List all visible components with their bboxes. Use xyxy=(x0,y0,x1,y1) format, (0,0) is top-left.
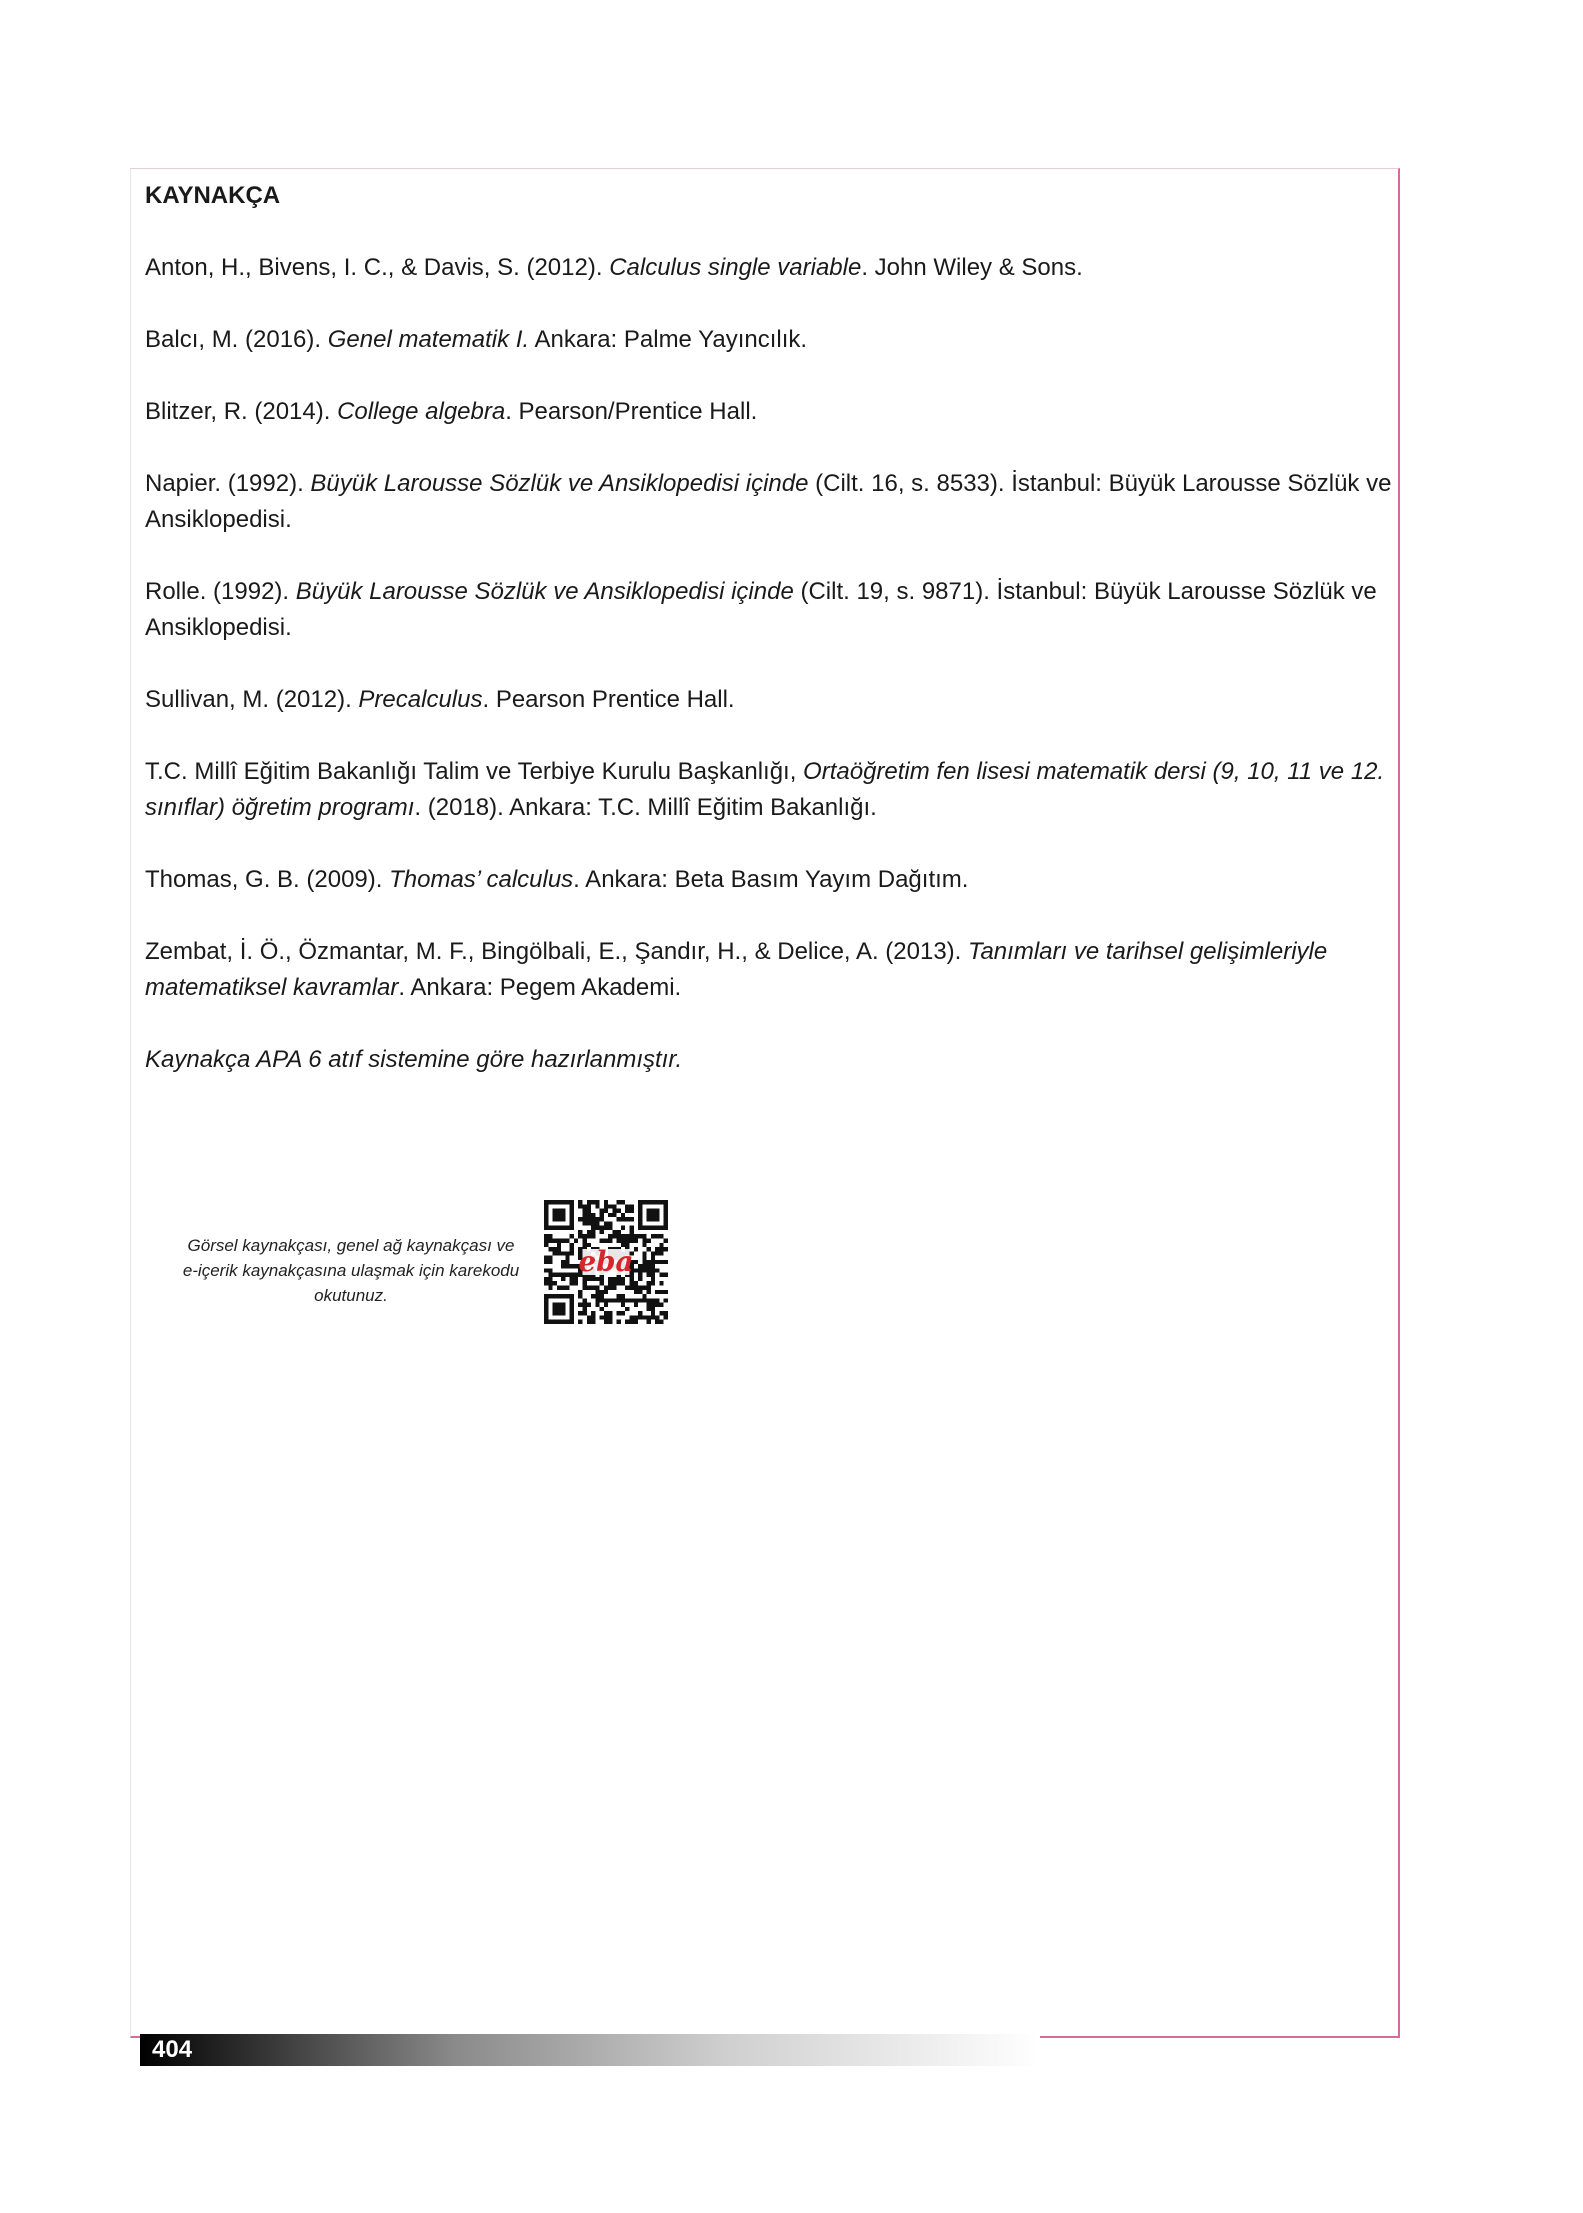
reference-text: Napier. (1992). xyxy=(145,470,311,497)
reference-text: . (2018). Ankara: T.C. Millî Eğitim Bakanlığı. xyxy=(414,794,877,821)
reference-entry xyxy=(145,250,1395,286)
reference-text: Zembat, İ. Ö., Özmantar, M. F., Bingölbali, E., Şandır, H., & Delice, A. (2013). xyxy=(145,938,968,965)
reference-text: (Cilt. 19, s. 9871). İstanbul: Büyük Larousse Sözlük ve Ansiklopedisi. xyxy=(145,578,1377,641)
reference-text: Anton, H., Bivens, I. C., & Davis, S. (2012). xyxy=(145,254,610,281)
reference-text: (Cilt. 16, s. 8533). İstanbul: Büyük Larousse Sözlük ve Ansiklopedisi. xyxy=(145,470,1392,533)
reference-title: Tanımları ve tarihsel gelişimleriyle matematiksel kavramlar xyxy=(145,938,1328,1001)
reference-text: Blitzer, R. (2014). xyxy=(145,398,338,425)
qr-caption-line: e-içerik kaynakçasına ulaşmak için karekodu xyxy=(182,1261,520,1280)
section-heading: KAYNAKÇA xyxy=(145,182,281,209)
qr-code[interactable] xyxy=(544,1200,668,1324)
reference-entry xyxy=(145,394,1395,430)
reference-text: . John Wiley & Sons. xyxy=(861,254,1083,281)
reference-text: Balcı, M. (2016). xyxy=(145,326,328,353)
reference-title: Genel matematik I. xyxy=(327,326,530,353)
citation-note: Kaynakça APA 6 atıf sistemine göre hazırlanmıştır. xyxy=(145,1046,683,1073)
reference-text: T.C. Millî Eğitim Bakanlığı Talim ve Terbiye Kurulu Başkanlığı, xyxy=(145,758,804,785)
reference-entry xyxy=(145,322,1395,358)
reference-text: Rolle. (1992). xyxy=(145,578,296,605)
reference-entry xyxy=(145,862,1395,898)
reference-entry xyxy=(145,466,1395,538)
qr-caption xyxy=(158,1233,544,1308)
reference-text: . Ankara: Beta Basım Yayım Dağıtım. xyxy=(573,866,969,893)
reference-entry xyxy=(145,574,1395,646)
reference-list xyxy=(145,250,1395,1006)
page-number: 404 xyxy=(152,2036,193,2063)
reference-title: Calculus single variable xyxy=(609,254,862,281)
reference-text: . Pearson/Prentice Hall. xyxy=(505,398,758,425)
reference-title: Büyük Larousse Sözlük ve Ansiklopedisi içinde xyxy=(295,578,794,605)
reference-title: Ortaöğretim fen lisesi matematik dersi (9, 10, 11 ve 12. sınıflar) öğretim programı xyxy=(145,758,1385,821)
reference-title: College algebra xyxy=(337,398,506,425)
qr-caption-line: Görsel kaynakçası, genel ağ kaynakçası ve xyxy=(187,1236,515,1255)
reference-entry xyxy=(145,934,1395,1006)
reference-entry xyxy=(145,754,1395,826)
reference-text: Sullivan, M. (2012). xyxy=(145,686,359,713)
eba-logo: eba xyxy=(578,1244,634,1278)
bibliography-section xyxy=(145,178,1395,1078)
reference-text: . Pearson Prentice Hall. xyxy=(482,686,735,713)
reference-text: Ankara: Palme Yayıncılık. xyxy=(529,326,808,353)
reference-title: Precalculus xyxy=(358,686,483,713)
reference-entry xyxy=(145,682,1395,718)
qr-caption-line: okutunuz. xyxy=(314,1286,388,1305)
reference-text: . Ankara: Pegem Akademi. xyxy=(398,974,682,1001)
reference-title: Büyük Larousse Sözlük ve Ansiklopedisi içinde xyxy=(310,470,809,497)
reference-title: Thomas’ calculus xyxy=(389,866,574,893)
page-number-bar xyxy=(140,2034,1040,2066)
reference-text: Thomas, G. B. (2009). xyxy=(145,866,390,893)
